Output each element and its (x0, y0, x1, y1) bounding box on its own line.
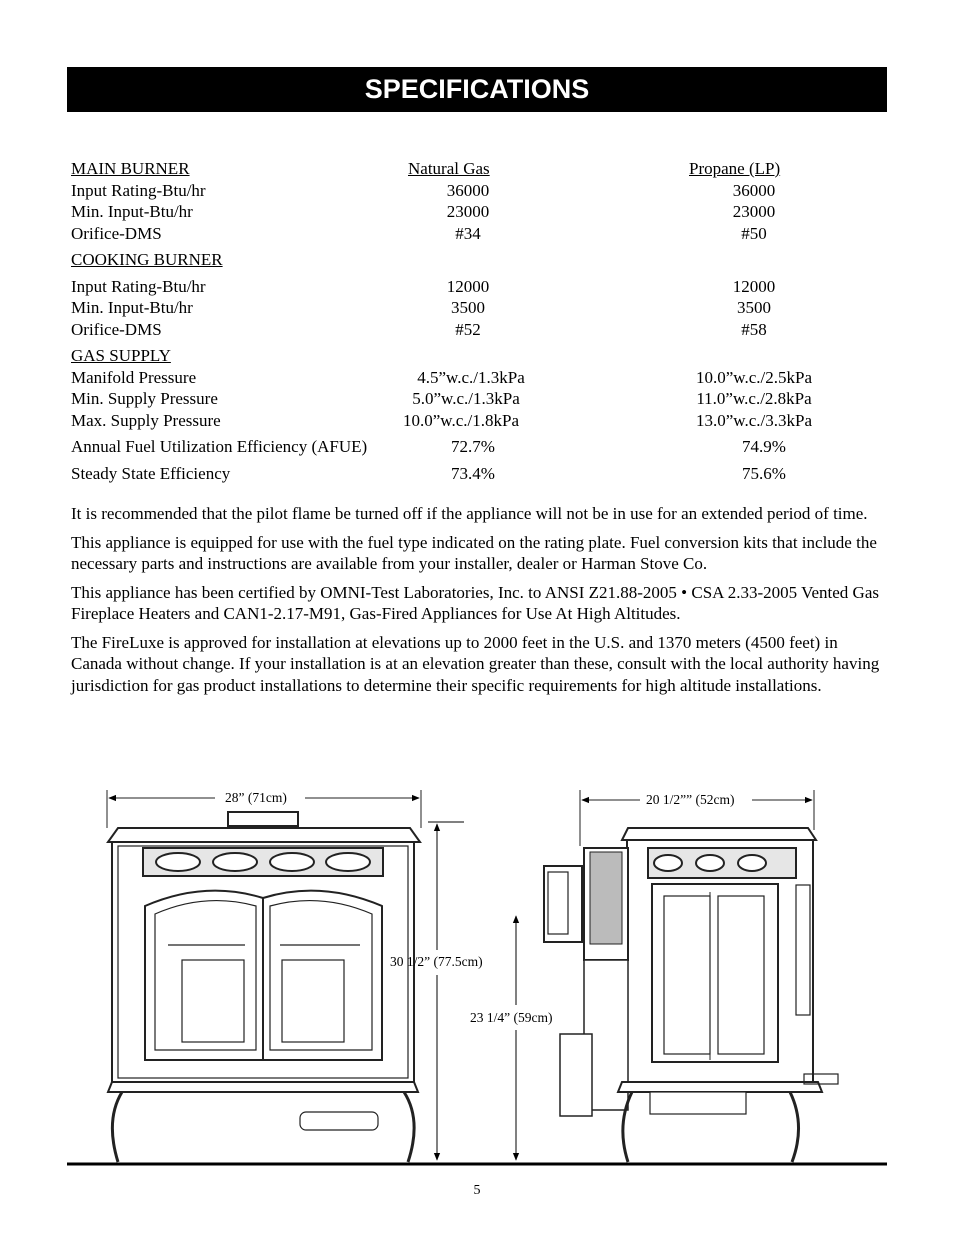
spec-row (71, 297, 861, 319)
main-burner-heading: MAIN BURNER (71, 159, 190, 178)
spec-lp-value: 23000 (732, 202, 776, 221)
certification-note: This appliance has been certified by OMNI-Test Laboratories, Inc. to ANSI Z21.88-2005 • CSA 2.33-2005 Vented Gas Fireplace Heaters and CAN1-2.17-M91, Gas-Fired Appliances for Use At High Altitudes. (71, 582, 879, 623)
spec-label: Manifold Pressure (71, 367, 197, 387)
spec-ng-value: 12000 (446, 276, 490, 296)
natural-gas-column-header: Natural Gas (408, 159, 490, 178)
spec-label: Annual Fuel Utilization Efficiency (AFUE) (71, 437, 368, 456)
spec-lp-value: 13.0”w.c./3.3kPa (696, 410, 812, 430)
gas-supply-heading: GAS SUPPLY (71, 346, 171, 365)
afue-row (71, 436, 861, 458)
spec-lp-value: 10.0”w.c./2.5kPa (696, 367, 812, 387)
side-height-label: 23 1/4” (59cm) (470, 1010, 553, 1025)
spec-ng-value: 10.0”w.c./1.8kPa (403, 410, 519, 430)
cooking-burner-heading: COOKING BURNER (71, 250, 223, 269)
spec-lp-value: #58 (741, 319, 767, 339)
spec-lp-value: 75.6% (742, 463, 786, 483)
fuel-conversion-note: This appliance is equipped for use with the fuel type indicated on the rating plate. Fuel conversion kits that include the necessary parts and instructions are available from your installer, dealer or Harman Stove Co. (71, 532, 877, 573)
spec-label: Steady State Efficiency (71, 463, 231, 483)
spec-lp-value: 11.0”w.c./2.8kPa (696, 389, 812, 408)
spec-row (71, 388, 861, 410)
spec-ng-value: 23000 (446, 202, 490, 221)
spec-label: Input Rating-Btu/hr (71, 276, 206, 296)
spec-lp-value: 74.9% (742, 437, 786, 456)
spec-lp-value: 36000 (732, 180, 776, 200)
spec-label: Min. Supply Pressure (71, 389, 218, 408)
spec-label: Min. Input-Btu/hr (71, 298, 193, 317)
spec-label: Max. Supply Pressure (71, 410, 221, 430)
spec-lp-value: 3500 (737, 298, 771, 317)
page-title: SPECIFICATIONS (364, 74, 590, 104)
spec-ng-value: #34 (455, 223, 481, 243)
front-height-label: 30 1/2” (77.5cm) (390, 954, 483, 969)
spec-ng-value: 72.7% (451, 437, 495, 456)
spec-ng-value: #52 (455, 319, 481, 339)
spec-row (71, 180, 861, 202)
spec-ng-value: 5.0”w.c./1.3kPa (412, 389, 520, 408)
spec-ng-value: 73.4% (451, 463, 495, 483)
spec-label: Orifice-DMS (71, 319, 162, 339)
stove-dimension-drawing (60, 780, 900, 1180)
spec-row (71, 319, 861, 341)
pilot-flame-note: It is recommended that the pilot flame be turned off if the appliance will not be in use for an extended period of time. (71, 504, 868, 523)
cooking-burner-header-row (71, 249, 861, 271)
spec-lp-value: 12000 (732, 276, 776, 296)
propane-column-header: Propane (LP) (689, 159, 781, 178)
page-number: 5 (473, 1183, 481, 1198)
spec-label: Orifice-DMS (71, 223, 162, 243)
steady-state-row (71, 463, 861, 485)
spec-row (71, 410, 861, 432)
gas-supply-header-row (71, 345, 861, 367)
spec-row (71, 223, 861, 245)
spec-row (71, 367, 861, 389)
front-width-label: 28” (71cm) (225, 790, 287, 805)
spec-lp-value: #50 (741, 223, 767, 243)
notes-section (71, 503, 886, 703)
spec-row (71, 201, 861, 223)
title-bar (67, 67, 887, 112)
spec-ng-value: 4.5”w.c./1.3kPa (417, 367, 525, 387)
spec-label: Input Rating-Btu/hr (71, 180, 206, 200)
front-view-stove (107, 790, 421, 1162)
side-depth-label: 20 1/2”” (52cm) (646, 792, 735, 807)
spec-row (71, 276, 861, 298)
spec-ng-value: 36000 (446, 180, 490, 200)
altitude-note: The FireLuxe is approved for installation at elevations up to 2000 feet in the U.S. and 1370 meters (4500 feet) in Canada without change. If your installation is at an elevation greater than these, consult with the local authority having jurisdiction for gas product installations to determine their specific requirements for high altitude installations. (71, 632, 880, 695)
main-burner-header-row (71, 158, 861, 180)
specifications-table (71, 158, 861, 484)
front-height-dimension (428, 822, 464, 1160)
spec-ng-value: 3500 (451, 298, 485, 317)
spec-label: Min. Input-Btu/hr (71, 202, 193, 221)
side-view-stove (544, 790, 838, 1162)
